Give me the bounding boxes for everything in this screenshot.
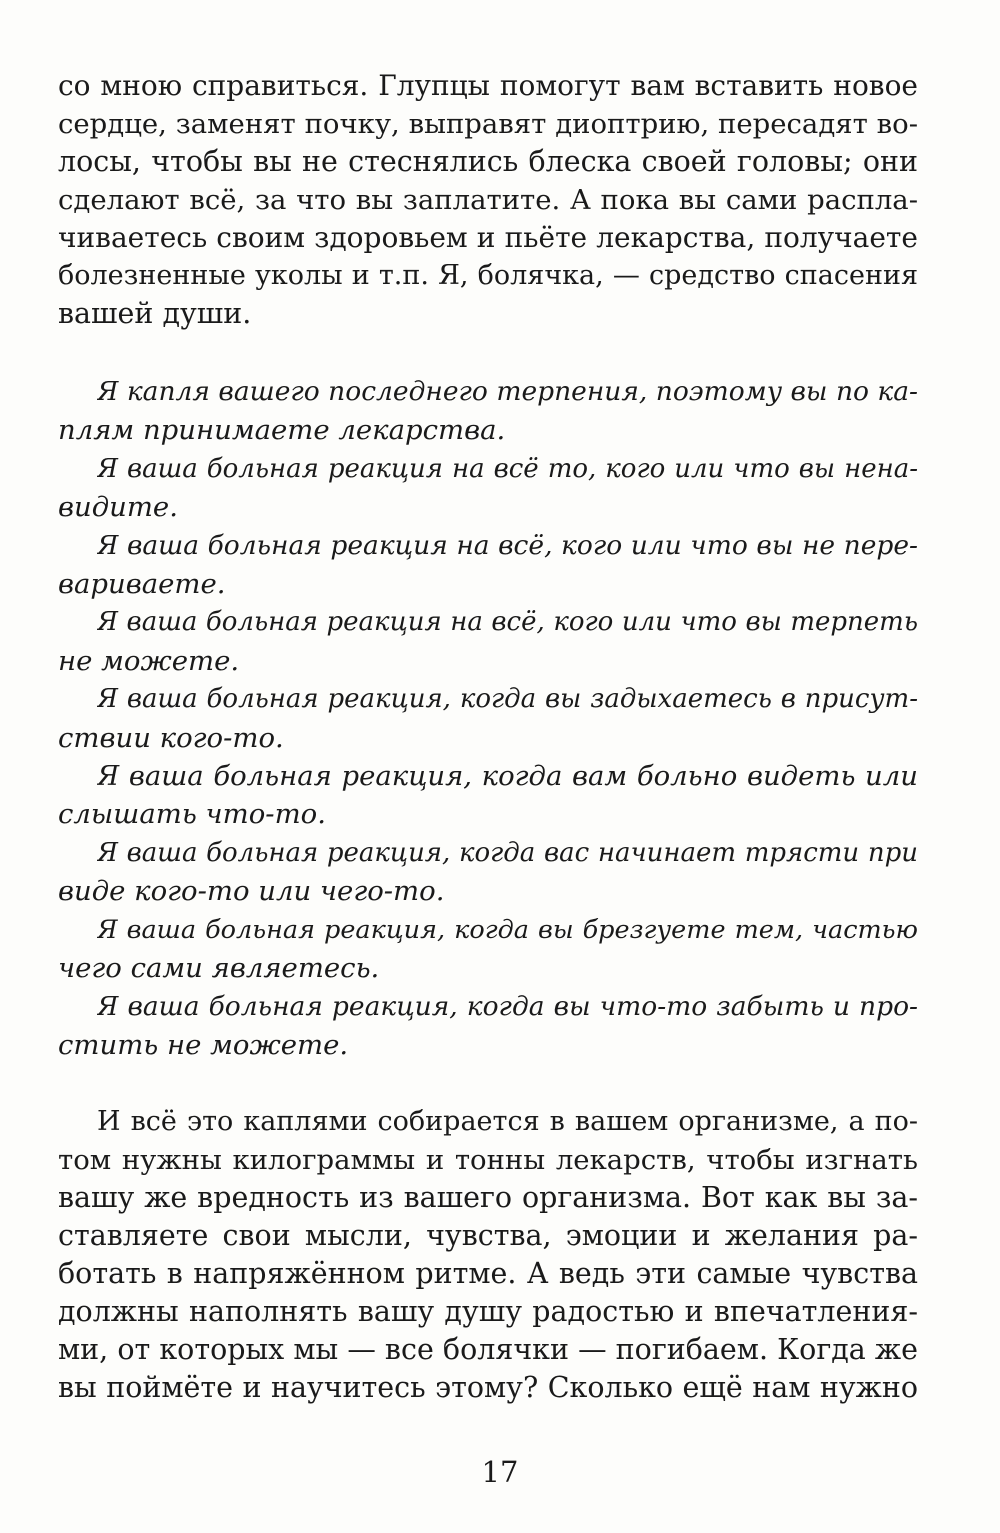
text-line: том нужны килограммы и тонны лекарств, чтобы изгнать — [58, 1144, 918, 1176]
text-line: вашу же вредность из вашего организма. Вот как вы за- — [58, 1181, 918, 1214]
text-line: ми, от которых мы — все болячки — погибаем. Когда же — [58, 1333, 918, 1366]
text-line: И всё это каплями собирается в вашем организме, а по- — [97, 1106, 918, 1137]
text-line: вы поймёте и научитесь этому? Сколько ещё нам нужно — [58, 1371, 918, 1404]
italic-line: плям принимаете лекарства. — [58, 414, 506, 446]
text-line: должны наполнять вашу душу радостью и впечатления- — [58, 1295, 918, 1328]
italic-line: вариваете. — [58, 568, 226, 600]
text-line: сделают всё, за что вы заплатите. А пока вы сами распла- — [58, 184, 918, 216]
italic-line: чего сами являетесь. — [58, 952, 380, 984]
italic-line: Я ваша больная реакция на всё, кого или что вы терпеть — [97, 607, 918, 637]
text-line: болезненные уколы и т.п. Я, болячка, — средство спасения — [58, 260, 918, 291]
italic-line: Я ваша больная реакция, когда вы задыхаетесь в присут- — [97, 684, 918, 714]
page-number: 17 — [481, 1455, 519, 1489]
text-line: лосы, чтобы вы не стеснялись блеска своей головы; они — [58, 145, 918, 178]
italic-line: Я капля вашего последнего терпения, поэтому вы по ка- — [97, 376, 918, 407]
italic-line: Я ваша больная реакция, когда вы что-то забыть и про- — [97, 991, 918, 1022]
italic-line: виде кого-то или чего-то. — [58, 875, 445, 907]
italic-line: не можете. — [58, 645, 240, 677]
italic-line: Я ваша больная реакция, когда вас начинает трясти при — [97, 838, 918, 868]
italic-line: Я ваша больная реакция на всё то, кого или что вы нена- — [97, 454, 918, 484]
text-line: чиваетесь своим здоровьем и пьёте лекарства, получаете — [58, 221, 918, 254]
text-line: сердце, заменят почку, выправят диоптрию, пересадят во- — [58, 108, 918, 140]
italic-line: видите. — [58, 491, 178, 523]
text-line: со мною справиться. Глупцы помогут вам вставить новое — [58, 69, 918, 102]
text-line: ботать в напряжённом ритме. А ведь эти самые чувства — [58, 1257, 918, 1290]
italic-line: Я ваша больная реакция на всё, кого или что вы не пере- — [97, 530, 918, 561]
italic-line: стить не можете. — [58, 1029, 349, 1061]
text-line: вашей души. — [58, 297, 252, 330]
italic-line: Я ваша больная реакция, когда вы брезгуете тем, частью — [97, 915, 918, 945]
italic-line: ствии кого-то. — [58, 722, 284, 754]
text-line: ставляете свои мысли, чувства, эмоции и желания ра- — [58, 1219, 918, 1252]
italic-line: слышать что-то. — [58, 798, 326, 830]
italic-line: Я ваша больная реакция, когда вам больно видеть или — [97, 760, 918, 792]
